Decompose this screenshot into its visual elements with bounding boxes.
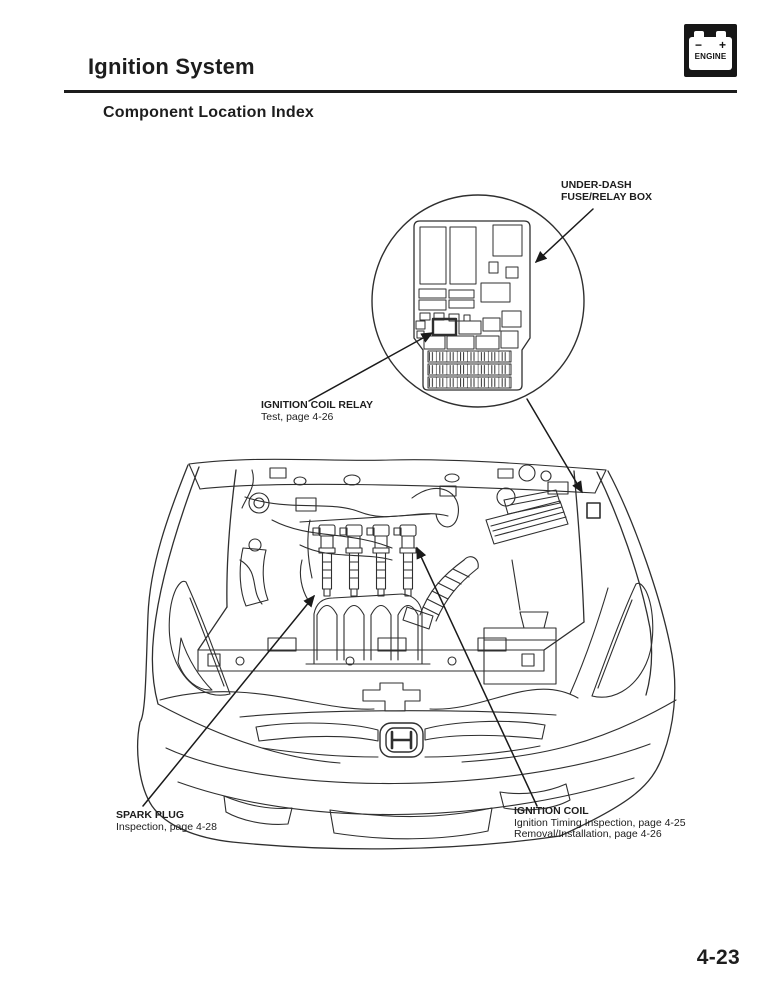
air-cleaner-housing [484, 490, 568, 684]
callout-detail: Removal/Installation, page 4-26 [514, 828, 662, 840]
badge-label: ENGINE [694, 52, 727, 61]
leader-spark-plug [143, 596, 314, 806]
callout-under-dash-fuse-relay-box [561, 180, 652, 203]
page-number: 4-23 [696, 946, 740, 969]
headlight-left [169, 581, 230, 695]
car-body-outline [138, 465, 675, 849]
callout-title: UNDER-DASH [561, 179, 632, 191]
callout-spark-plug [116, 810, 217, 833]
callout-detail: Test, page 4-26 [261, 410, 334, 423]
callout-ignition-coil [514, 806, 686, 841]
callout-title: SPARK PLUG [116, 809, 185, 821]
callout-detail: Inspection, page 4-28 [116, 820, 217, 833]
page-title: Ignition System [88, 54, 255, 79]
callout-ignition-coil-relay [261, 400, 373, 423]
minus-sign: − [695, 38, 703, 52]
leader-circle-to-marker [527, 399, 582, 492]
callout-title: IGNITION COIL RELAY [261, 399, 374, 411]
intake-manifold [306, 594, 430, 664]
section-heading: Component Location Index [103, 104, 315, 121]
callout-title: IGNITION COIL [514, 805, 589, 817]
headlight-right [570, 583, 653, 697]
air-intake-duct [403, 557, 478, 629]
leader-ignition-coil [417, 548, 537, 806]
callout-title: FUSE/RELAY BOX [561, 190, 653, 203]
plus-sign: + [718, 38, 726, 52]
fuse-box-location-marker [587, 503, 600, 518]
callout-detail: Ignition Timing Inspection, page 4-25 [514, 816, 686, 829]
ignition-coils [300, 514, 430, 596]
honda-emblem [380, 723, 423, 757]
